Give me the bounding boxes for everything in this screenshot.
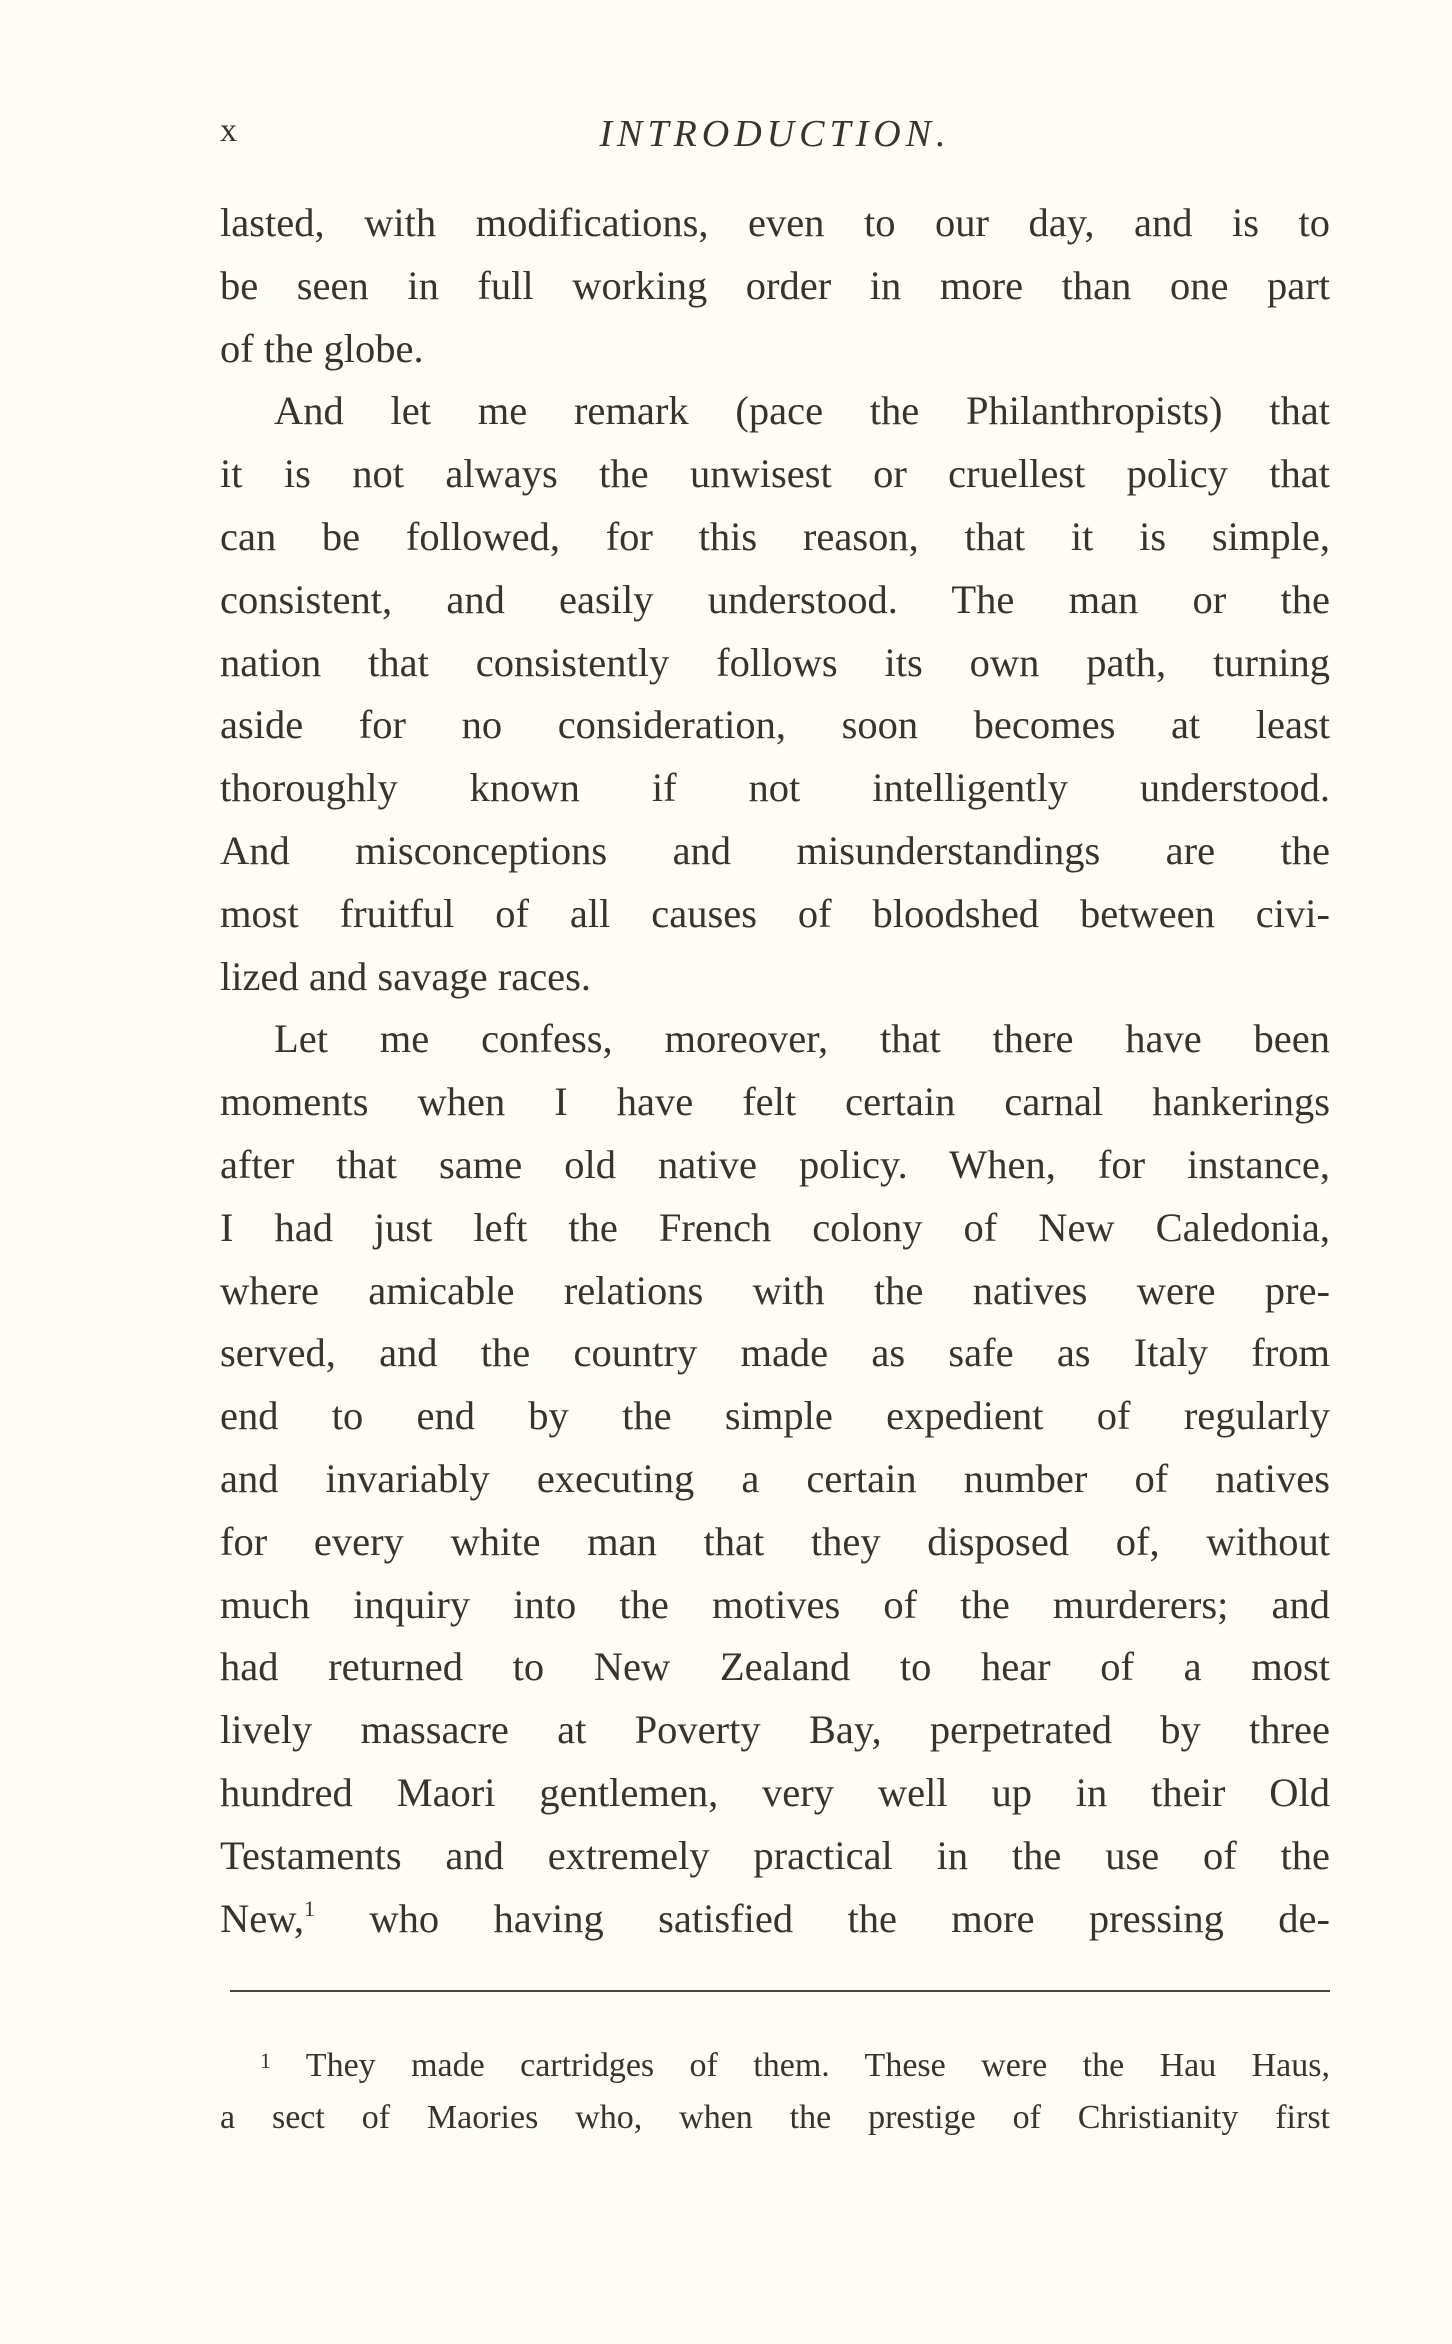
footnote-reference[interactable]: 1 (303, 1895, 315, 1921)
text-line: And misconceptions and misunderstandings are the (220, 827, 1330, 873)
text-line: for every white man that they disposed of, without (220, 1518, 1330, 1564)
page-header (220, 112, 1330, 162)
text-line: moments when I have felt certain carnal hankerings (220, 1079, 1330, 1125)
running-title: INTRODUCTION. (599, 113, 951, 155)
text-line: where amicable relations with the natives were pre- (220, 1267, 1330, 1313)
text-line: thoroughly known if not intelligently understood. (220, 765, 1330, 811)
text-line: of the globe. (220, 325, 424, 371)
text-line (220, 1888, 1330, 1951)
footnote-line: a sect of Maories who, when the prestige of Christianity first (220, 2099, 1330, 2136)
text-line: much inquiry into the motives of the murderers; and (220, 1581, 1330, 1627)
text-line: nation that consistently follows its own path, turning (220, 639, 1330, 685)
footnote-divider (230, 1990, 1330, 1992)
text-line: served, and the country made as safe as Italy from (220, 1330, 1330, 1376)
text-segment: New, (220, 1895, 304, 1941)
text-line: aside for no consideration, soon becomes at least (220, 702, 1330, 748)
text-line: after that same old native policy. When, for instance, (220, 1141, 1330, 1187)
footnote-marker: 1 (260, 2048, 271, 2073)
text-line: had returned to New Zealand to hear of a most (220, 1644, 1330, 1690)
footnote-line (220, 2040, 1330, 2092)
text-line: lized and savage races. (220, 953, 592, 999)
text-line: Let me confess, moreover, that there have been (274, 1016, 1330, 1062)
text-line: be seen in full working order in more than one part (220, 262, 1330, 308)
text-line: Testaments and extremely practical in the use of the (220, 1832, 1330, 1878)
text-segment: They made cartridges of them. These were the Hau Haus, (271, 2047, 1330, 2084)
text-line: and invariably executing a certain number of natives (220, 1455, 1330, 1501)
text-segment: who having satisfied the more pressing de- (314, 1895, 1330, 1941)
text-line: most fruitful of all causes of bloodshed between civi- (220, 890, 1330, 936)
body-text (220, 192, 1330, 1950)
footnote (220, 2040, 1330, 2144)
text-line: consistent, and easily understood. The man or the (220, 576, 1330, 622)
text-line: it is not always the unwisest or cruellest policy that (220, 451, 1330, 497)
text-line: And let me remark (pace the Philanthropists) that (274, 388, 1330, 434)
text-line: lively massacre at Poverty Bay, perpetrated by three (220, 1707, 1330, 1753)
text-line: I had just left the French colony of New Caledonia, (220, 1204, 1330, 1250)
text-line: can be followed, for this reason, that it is simple, (220, 513, 1330, 559)
text-line: hundred Maori gentlemen, very well up in their Old (220, 1769, 1330, 1815)
text-line: lasted, with modifications, even to our day, and is to (220, 200, 1330, 245)
page-number: x (220, 112, 237, 149)
text-line: end to end by the simple expedient of regularly (220, 1393, 1330, 1439)
